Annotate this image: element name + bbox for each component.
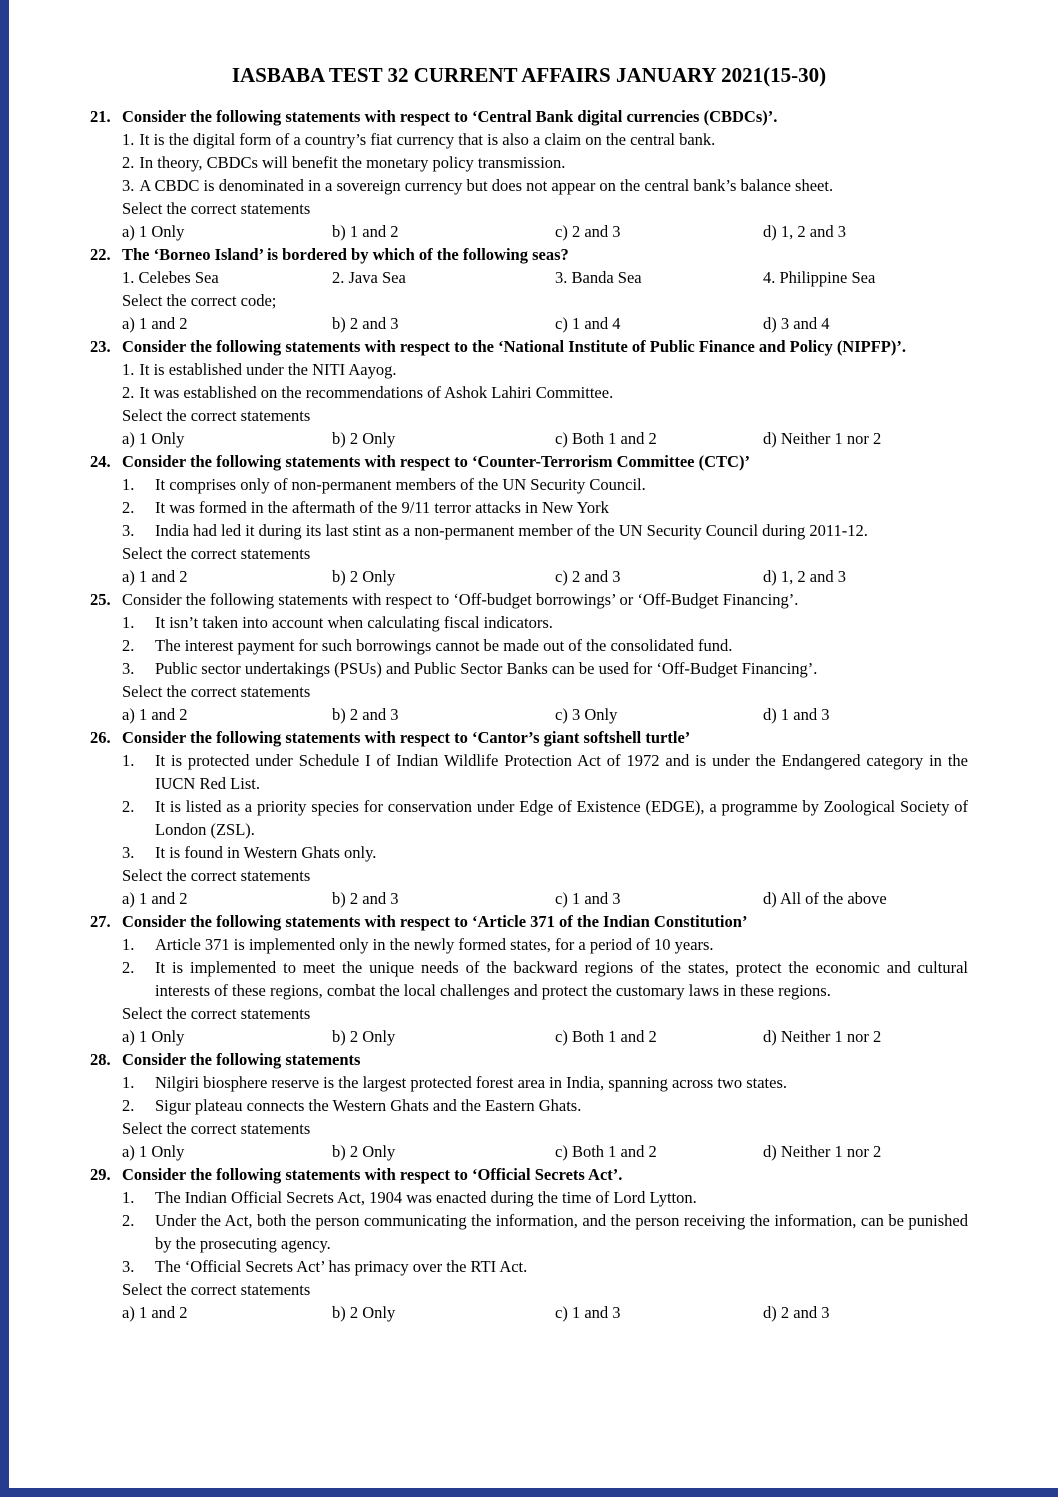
option-d: d) All of the above	[763, 889, 887, 908]
options-row	[90, 427, 968, 450]
option-a: a) 1 Only	[122, 222, 185, 241]
statement-text: It is the digital form of a country’s fiat currency that is also a claim on the central bank.	[139, 130, 716, 149]
statement-number: 1.	[122, 360, 135, 379]
options-row	[90, 312, 968, 335]
statement-text: It is found in Western Ghats only.	[155, 843, 377, 862]
select-instruction: Select the correct statements	[122, 199, 311, 218]
option-c: c) 2 and 3	[555, 567, 621, 586]
question-28	[90, 1048, 968, 1163]
option-c: c) 1 and 3	[555, 889, 621, 908]
option-a: a) 1 and 2	[122, 705, 188, 724]
option-b: b) 2 and 3	[332, 314, 399, 333]
statement-item	[90, 611, 968, 634]
statement-number: 1.	[122, 1188, 135, 1207]
question-header	[90, 910, 968, 933]
select-instruction: Select the correct code;	[122, 291, 277, 310]
select-instruction: Select the correct statements	[122, 406, 311, 425]
question-text: The ‘Borneo Island’ is bordered by which of the following seas?	[122, 245, 569, 264]
statement-text: It was formed in the aftermath of the 9/11 terror attacks in New York	[155, 498, 609, 517]
statement-item	[90, 956, 968, 1002]
options-row	[90, 1301, 968, 1324]
statement-text: It is implemented to meet the unique needs of the backward regions of the states, protect the economic and cultural interests of these regions, combat the local challenges and protect the customary laws in these regions.	[155, 958, 968, 1000]
statement-number: 2.	[122, 383, 135, 402]
statement-text: Article 371 is implemented only in the newly formed states, for a period of 10 years.	[155, 935, 714, 954]
select-instruction: Select the correct statements	[122, 1119, 311, 1138]
question-number: 27.	[90, 912, 111, 931]
statement-number: 1.	[122, 613, 135, 632]
question-number: 28.	[90, 1050, 111, 1069]
statement-number: 2.	[122, 636, 135, 655]
option-d: d) 2 and 3	[763, 1303, 830, 1322]
option-b: b) 2 Only	[332, 1027, 396, 1046]
question-number: 21.	[90, 107, 111, 126]
question-number: 26.	[90, 728, 111, 747]
options-row	[90, 887, 968, 910]
option-b: b) 1 and 2	[332, 222, 399, 241]
statement-item	[90, 1071, 968, 1094]
question-21	[90, 105, 968, 243]
option-b: b) 2 Only	[332, 1303, 396, 1322]
option-b: b) 2 Only	[332, 567, 396, 586]
statement-item	[90, 933, 968, 956]
options-row	[90, 1025, 968, 1048]
statement-text: The Indian Official Secrets Act, 1904 was enacted during the time of Lord Lytton.	[155, 1188, 697, 1207]
question-25	[90, 588, 968, 726]
question-number: 29.	[90, 1165, 111, 1184]
statement-text: It is listed as a priority species for conservation under Edge of Existence (EDGE), a programme by Zoological Society of London (ZSL).	[155, 797, 968, 839]
option-c: c) Both 1 and 2	[555, 1142, 657, 1161]
statement-item	[90, 473, 968, 496]
statement-item	[90, 749, 968, 795]
statement-number: 3.	[122, 659, 135, 678]
statement-number: 3.	[122, 521, 135, 540]
question-text: Consider the following statements with respect to ‘Off-budget borrowings’ or ‘Off-Budget Financing’.	[122, 590, 799, 609]
question-26	[90, 726, 968, 910]
question-text: Consider the following statements	[122, 1050, 361, 1069]
question-text: Consider the following statements with respect to ‘Official Secrets Act’.	[122, 1165, 623, 1184]
statement-number: 2.	[122, 1096, 135, 1115]
option-d: d) 1, 2 and 3	[763, 567, 846, 586]
option-d: d) Neither 1 nor 2	[763, 1142, 882, 1161]
statement-item	[90, 1186, 968, 1209]
statement-item	[90, 519, 968, 542]
option-b: b) 2 Only	[332, 429, 396, 448]
option-c: c) Both 1 and 2	[555, 1027, 657, 1046]
statement-number: 1.	[122, 935, 135, 954]
statement-number: 2.	[122, 498, 135, 517]
options-row	[90, 565, 968, 588]
statement-item	[90, 128, 968, 151]
select-instruction: Select the correct statements	[122, 1280, 311, 1299]
option-c: c) 2 and 3	[555, 222, 621, 241]
statement-item	[90, 358, 968, 381]
statement-text: The ‘Official Secrets Act’ has primacy over the RTI Act.	[155, 1257, 528, 1276]
question-header	[90, 1048, 968, 1071]
option-a: a) 1 Only	[122, 1027, 185, 1046]
statement-number: 3.	[122, 176, 135, 195]
statement-item	[90, 1255, 968, 1278]
statement-text: In theory, CBDCs will benefit the monetary policy transmission.	[139, 153, 566, 172]
option-b: b) 2 and 3	[332, 889, 399, 908]
statement-text: Sigur plateau connects the Western Ghats and the Eastern Ghats.	[155, 1096, 582, 1115]
option-a: a) 1 and 2	[122, 567, 188, 586]
option-a: a) 1 Only	[122, 429, 185, 448]
question-header	[90, 105, 968, 128]
statement-number: 1.	[122, 1073, 135, 1092]
statement-text: It was established on the recommendations of Ashok Lahiri Committee.	[139, 383, 614, 402]
statement-number: 2.	[122, 958, 135, 977]
option-a: a) 1 and 2	[122, 314, 188, 333]
question-23	[90, 335, 968, 450]
statement-number: 1.	[122, 475, 135, 494]
question-header	[90, 1163, 968, 1186]
question-number: 25.	[90, 590, 111, 609]
option-c: c) 3 Only	[555, 705, 618, 724]
statement-text: India had led it during its last stint as a non-permanent member of the UN Security Council during 2011-12.	[155, 521, 868, 540]
inline-statements-row	[90, 266, 968, 289]
option-a: a) 1 and 2	[122, 889, 188, 908]
statement-number: 1.	[122, 130, 135, 149]
statement-item	[90, 174, 968, 197]
statement-item: 1. Celebes Sea	[122, 268, 219, 287]
page-border-bottom	[0, 1488, 1058, 1497]
option-d: d) 3 and 4	[763, 314, 830, 333]
statement-item	[90, 381, 968, 404]
statement-item	[90, 151, 968, 174]
question-27	[90, 910, 968, 1048]
question-header	[90, 335, 968, 358]
select-instruction: Select the correct statements	[122, 1004, 311, 1023]
option-d: d) Neither 1 nor 2	[763, 1027, 882, 1046]
options-row	[90, 703, 968, 726]
statement-item	[90, 841, 968, 864]
option-b: b) 2 and 3	[332, 705, 399, 724]
question-text: Consider the following statements with respect to ‘Central Bank digital currencies (CBDCs)’.	[122, 107, 778, 126]
question-22	[90, 243, 968, 335]
question-24	[90, 450, 968, 588]
option-c: c) Both 1 and 2	[555, 429, 657, 448]
statement-text: A CBDC is denominated in a sovereign currency but does not appear on the central bank’s balance sheet.	[139, 176, 834, 195]
question-text: Consider the following statements with respect to ‘Counter-Terrorism Committee (CTC)’	[122, 452, 750, 471]
statement-item	[90, 496, 968, 519]
statement-item	[90, 634, 968, 657]
statement-text: Public sector undertakings (PSUs) and Public Sector Banks can be used for ‘Off-Budget Financing’.	[155, 659, 818, 678]
question-text: Consider the following statements with respect to ‘Cantor’s giant softshell turtle’	[122, 728, 691, 747]
statement-number: 1.	[122, 751, 135, 770]
question-text: Consider the following statements with respect to ‘Article 371 of the Indian Constitution’	[122, 912, 748, 931]
select-instruction: Select the correct statements	[122, 544, 311, 563]
statement-text: The interest payment for such borrowings cannot be made out of the consolidated fund.	[155, 636, 733, 655]
option-b: b) 2 Only	[332, 1142, 396, 1161]
question-header	[90, 726, 968, 749]
select-instruction: Select the correct statements	[122, 866, 311, 885]
statement-number: 2.	[122, 153, 135, 172]
question-header	[90, 243, 968, 266]
option-d: d) 1, 2 and 3	[763, 222, 846, 241]
statement-text: Nilgiri biosphere reserve is the largest protected forest area in India, spanning across two states.	[155, 1073, 787, 1092]
statement-text: It comprises only of non-permanent members of the UN Security Council.	[155, 475, 646, 494]
question-text: Consider the following statements with respect to the ‘National Institute of Public Finance and Policy (NIPFP)’.	[122, 337, 906, 356]
statement-text: Under the Act, both the person communicating the information, and the person receiving the information, can be punished by the prosecuting agency.	[155, 1211, 968, 1253]
statement-text: It is established under the NITI Aayog.	[139, 360, 397, 379]
statement-item	[90, 795, 968, 841]
statement-item: 3. Banda Sea	[555, 268, 642, 287]
option-c: c) 1 and 3	[555, 1303, 621, 1322]
statement-item: 2. Java Sea	[332, 268, 406, 287]
select-instruction: Select the correct statements	[122, 682, 311, 701]
question-29	[90, 1163, 968, 1324]
statement-item	[90, 1209, 968, 1255]
option-d: d) Neither 1 nor 2	[763, 429, 882, 448]
option-c: c) 1 and 4	[555, 314, 621, 333]
statement-item: 4. Philippine Sea	[763, 268, 876, 287]
option-a: a) 1 and 2	[122, 1303, 188, 1322]
question-number: 23.	[90, 337, 111, 356]
option-a: a) 1 Only	[122, 1142, 185, 1161]
question-header	[90, 450, 968, 473]
page-border-left	[0, 0, 9, 1497]
questions-list	[90, 105, 968, 1324]
question-number: 22.	[90, 245, 111, 264]
statement-number: 2.	[122, 797, 135, 816]
question-header	[90, 588, 968, 611]
statement-number: 3.	[122, 843, 135, 862]
statement-number: 2.	[122, 1211, 135, 1230]
option-d: d) 1 and 3	[763, 705, 830, 724]
statement-item	[90, 1094, 968, 1117]
question-number: 24.	[90, 452, 111, 471]
statement-text: It is protected under Schedule I of Indian Wildlife Protection Act of 1972 and is under the Endangered category in the IUCN Red List.	[155, 751, 968, 793]
statement-item	[90, 657, 968, 680]
options-row	[90, 1140, 968, 1163]
statement-text: It isn’t taken into account when calculating fiscal indicators.	[155, 613, 553, 632]
statement-number: 3.	[122, 1257, 135, 1276]
page-title: IASBABA TEST 32 CURRENT AFFAIRS JANUARY 2021(15-30)	[231, 63, 827, 87]
options-row	[90, 220, 968, 243]
